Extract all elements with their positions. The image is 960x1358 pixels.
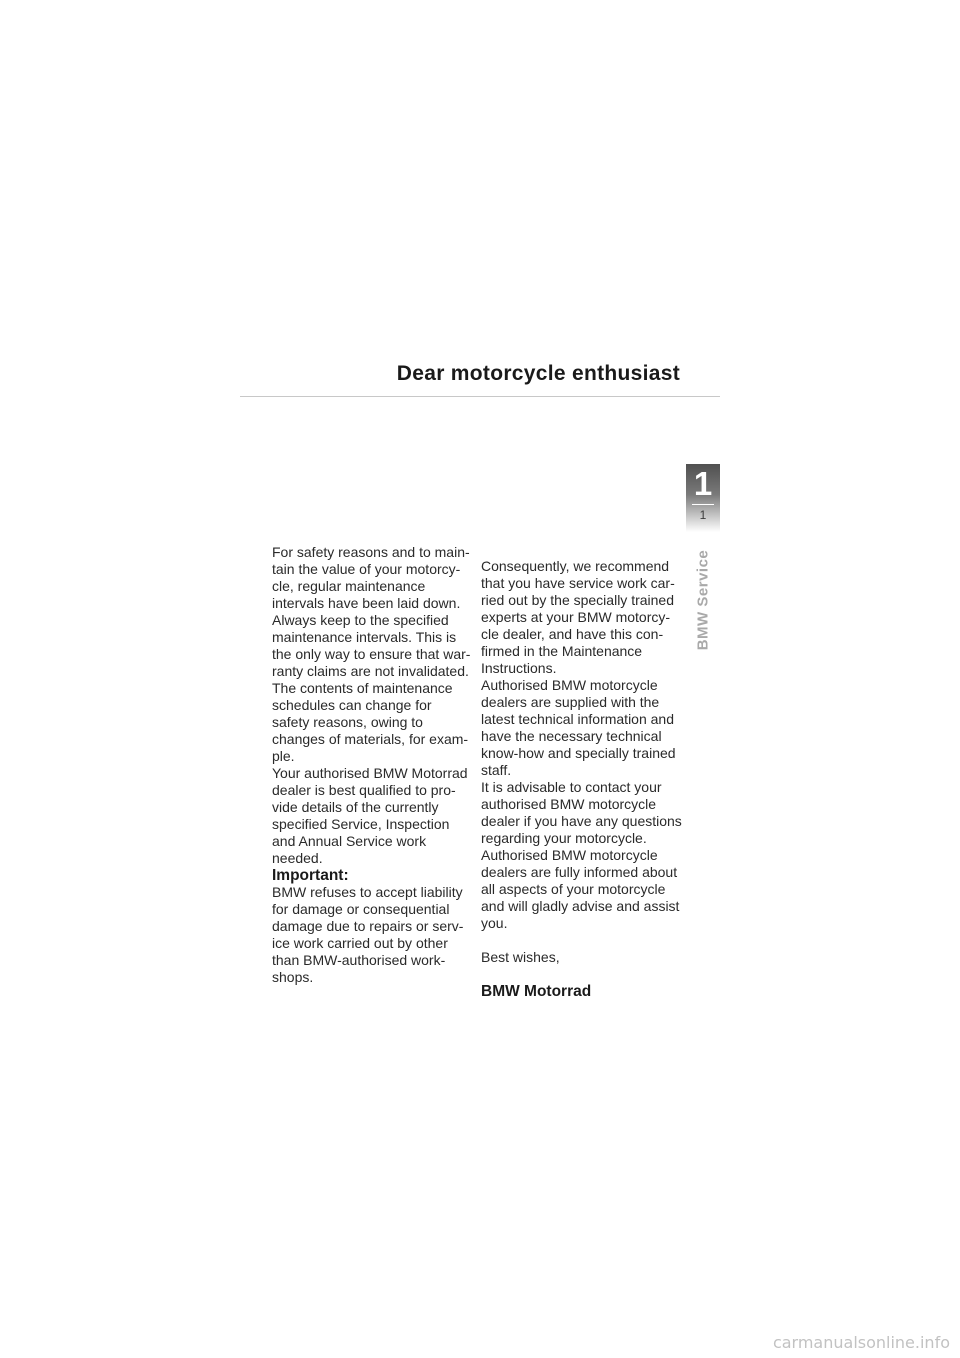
body-line: cle, regular maintenance: [272, 578, 426, 594]
page-title: Dear motorcycle enthusiast: [396, 362, 680, 385]
page-number: 1: [699, 508, 707, 522]
body-line: needed.: [272, 850, 323, 866]
chapter-tab: [686, 464, 720, 532]
body-line: all aspects of your motorcycle: [481, 881, 666, 897]
important-line: than BMW-authorised work-: [272, 952, 446, 968]
body-line: Always keep to the specified: [272, 612, 449, 628]
body-line: ried out by the specially trained: [481, 592, 674, 608]
body-line: you.: [481, 915, 508, 931]
body-line: The contents of maintenance: [272, 680, 453, 696]
body-line: regarding your motorcycle.: [481, 830, 647, 846]
body-line: that you have service work car-: [481, 575, 675, 591]
body-line: Authorised BMW motorcycle: [481, 847, 658, 863]
body-line: changes of materials, for exam-: [272, 731, 469, 747]
body-line: dealers are fully informed about: [481, 864, 678, 880]
body-line: schedules can change for: [272, 697, 432, 713]
chapter-tab-divider: [692, 504, 714, 505]
body-line: cle dealer, and have this con-: [481, 626, 664, 642]
body-line: vide details of the currently: [272, 799, 439, 815]
watermark: carmanualsonline.info: [772, 1333, 950, 1352]
signature: BMW Motorrad: [481, 983, 592, 1000]
body-line: safety reasons, owing to: [272, 714, 423, 730]
body-line: Your authorised BMW Motorrad: [272, 765, 468, 781]
important-line: BMW refuses to accept liability: [272, 884, 463, 900]
section-label: BMW Service: [694, 549, 712, 651]
body-line: and will gladly advise and assist: [481, 898, 680, 914]
body-line: For safety reasons and to main-: [272, 544, 470, 560]
body-line: Authorised BMW motorcycle: [481, 677, 658, 693]
body-line: intervals have been laid down.: [272, 595, 461, 611]
body-line: Consequently, we recommend: [481, 558, 670, 574]
body-line: It is advisable to contact your: [481, 779, 662, 795]
body-line: have the necessary technical: [481, 728, 662, 744]
important-line: ice work carried out by other: [272, 935, 448, 951]
body-line: dealers are supplied with the: [481, 694, 660, 710]
left-column: [272, 544, 482, 986]
body-line: specified Service, Inspection: [272, 816, 450, 832]
important-line: shops.: [272, 969, 314, 985]
body-line: dealer if you have any questions: [481, 813, 682, 829]
body-line: staff.: [481, 762, 512, 778]
important-line: damage due to repairs or serv-: [272, 918, 464, 934]
important-heading: Important:: [272, 867, 349, 884]
chapter-number: 1: [693, 465, 713, 502]
body-line: authorised BMW motorcycle: [481, 796, 657, 812]
body-line: experts at your BMW motorcy-: [481, 609, 671, 625]
body-line: the only way to ensure that war-: [272, 646, 471, 662]
body-line: latest technical information and: [481, 711, 674, 727]
body-line: tain the value of your motorcy-: [272, 561, 461, 577]
right-column: [481, 558, 691, 1000]
body-line: dealer is best qualified to pro-: [272, 782, 456, 798]
body-line: maintenance intervals. This is: [272, 629, 457, 645]
important-line: for damage or consequential: [272, 901, 450, 917]
body-line: Instructions.: [481, 660, 557, 676]
closing-line: Best wishes,: [481, 949, 560, 965]
body-line: ranty claims are not invalidated.: [272, 663, 469, 679]
body-line: ple.: [272, 748, 295, 764]
body-line: and Annual Service work: [272, 833, 427, 849]
title-divider: [240, 396, 720, 397]
body-line: firmed in the Maintenance: [481, 643, 643, 659]
body-line: know-how and specially trained: [481, 745, 676, 761]
